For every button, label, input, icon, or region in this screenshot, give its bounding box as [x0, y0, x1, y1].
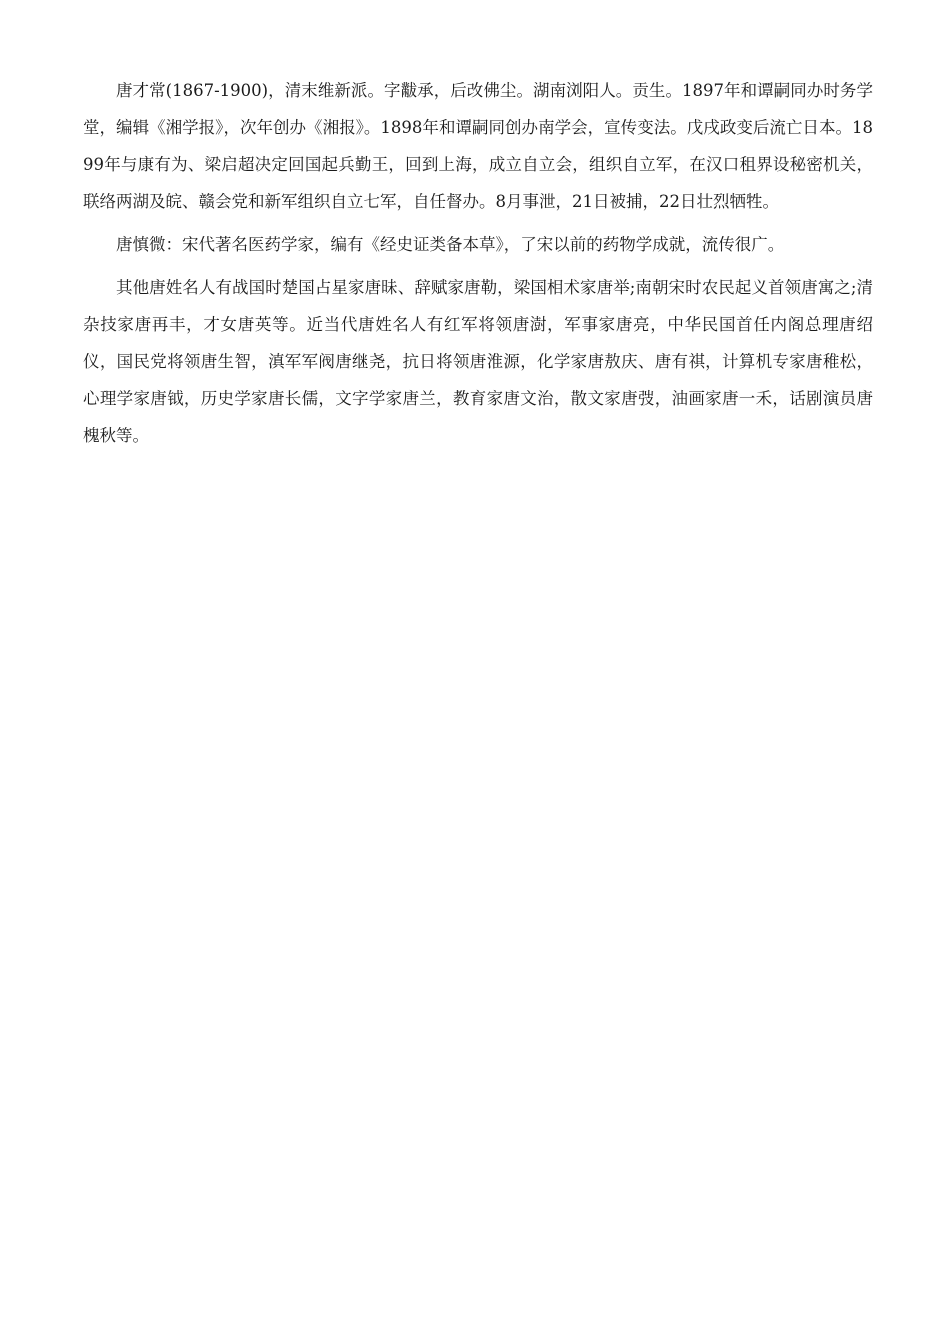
- paragraph-tang-shenwei: 唐慎微：宋代著名医药学家，编有《经史证类备本草》，了宋以前的药物学成就，流传很广。: [116, 235, 785, 254]
- document-body: [83, 72, 873, 454]
- paragraph-other-tang-figures: 其他唐姓名人有战国时楚国占星家唐昧、辞赋家唐勒，梁国相术家唐举;南朝宋时农民起义首领唐寓之;清杂技家唐再丰，才女唐英等。近当代唐姓名人有红军将领唐澍，军事家唐亮，中华民国首任内阁总理唐绍仪，国民党将领唐生智，滇军军阀唐继尧，抗日将领唐淮源，化学家唐敖庆、唐有祺，计算机专家唐稚松，心理学家唐钺，历史学家唐长儒，文字学家唐兰，教育家唐文治，散文家唐弢，油画家唐一禾，话剧演员唐槐秋等。: [83, 278, 873, 445]
- paragraph-tang-caichang: 唐才常(1867-1900)，清末维新派。字黻承，后改佛尘。湖南浏阳人。贡生。1897年和谭嗣同办时务学堂，编辑《湘学报》，次年创办《湘报》。1898年和谭嗣同创办南学会，宣传变法。戊戌政变后流亡日本。1899年与康有为、梁启超决定回国起兵勤王，回到上海，成立自立会，组织自立军，在汉口租界设秘密机关，联络两湖及皖、赣会党和新军组织自立七军，自任督办。8月事泄，21日被捕，22日壮烈牺牲。: [83, 81, 873, 211]
